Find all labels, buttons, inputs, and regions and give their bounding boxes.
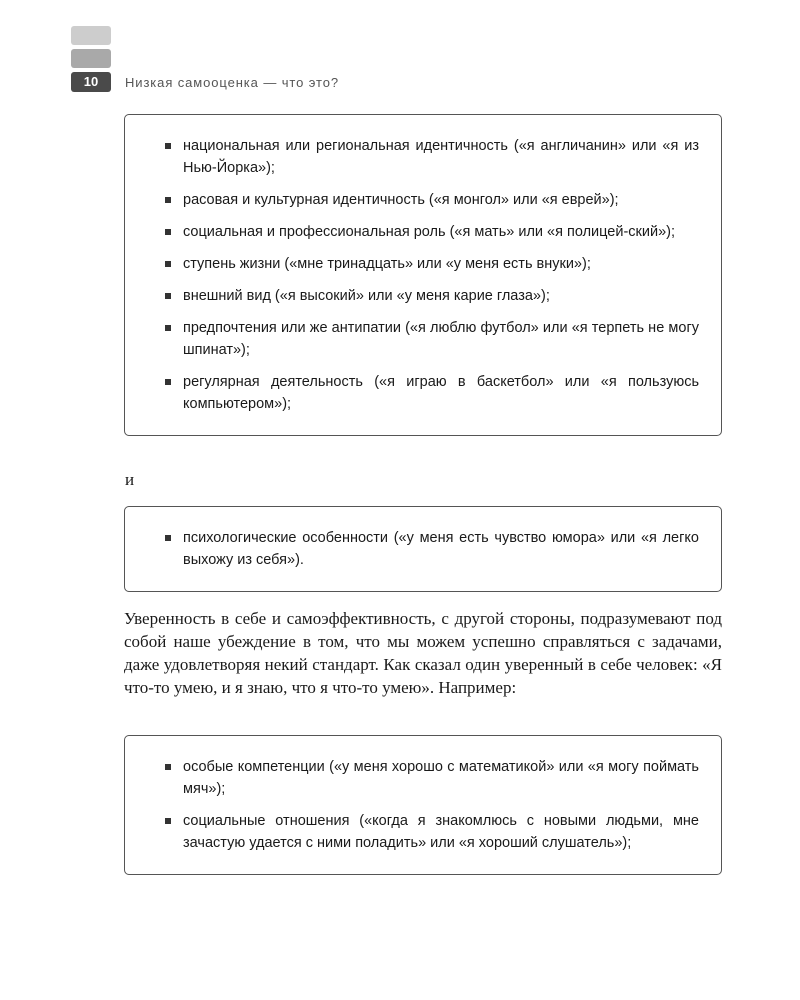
competence-list-box xyxy=(124,735,722,875)
list-item: социальные отношения («когда я знакомлюсь с новыми людьми, мне зачастую удается с ними поладить» или «я хороший слушатель»); xyxy=(165,810,699,854)
psychology-list-box xyxy=(124,506,722,592)
psychology-list xyxy=(165,527,699,571)
list-item: расовая и культурная идентичность («я монгол» или «я еврей»); xyxy=(165,189,699,211)
body-paragraph: Уверенность в себе и самоэффективность, с другой стороны, подразумевают под собой наше убеждение в том, что мы можем успешно справляться с задачами, даже удовлетворяя некий стандарт. Как сказал один уверенный в себе человек: «Я что-то умею, и я знаю, что я что-то умею». Например: xyxy=(124,609,722,697)
running-head: Низкая самооценка — что это? xyxy=(125,75,339,90)
list-item: регулярная деятельность («я играю в баскетбол» или «я пользуюсь компьютером»); xyxy=(165,371,699,415)
list-item: социальная и профессиональная роль («я мать» или «я полицей-ский»); xyxy=(165,221,699,243)
list-item: особые компетенции («у меня хорошо с математикой» или «я могу поймать мяч»); xyxy=(165,756,699,800)
header-tab-medium xyxy=(71,49,111,68)
header-tab-light xyxy=(71,26,111,45)
identity-list-box xyxy=(124,114,722,436)
list-item: ступень жизни («мне тринадцать» или «у меня есть внуки»); xyxy=(165,253,699,275)
list-item: психологические особенности («у меня есть чувство юмора» или «я легко выхожу из себя»). xyxy=(165,527,699,571)
page-number: 10 xyxy=(71,72,111,92)
conjunction-text: и xyxy=(125,470,135,489)
competence-list xyxy=(165,756,699,854)
list-item: предпочтения или же антипатии («я люблю футбол» или «я терпеть не могу шпинат»); xyxy=(165,317,699,361)
list-item: национальная или региональная идентичность («я англичанин» или «я из Нью-Йорка»); xyxy=(165,135,699,179)
list-item: внешний вид («я высокий» или «у меня карие глаза»); xyxy=(165,285,699,307)
identity-list xyxy=(165,135,699,415)
